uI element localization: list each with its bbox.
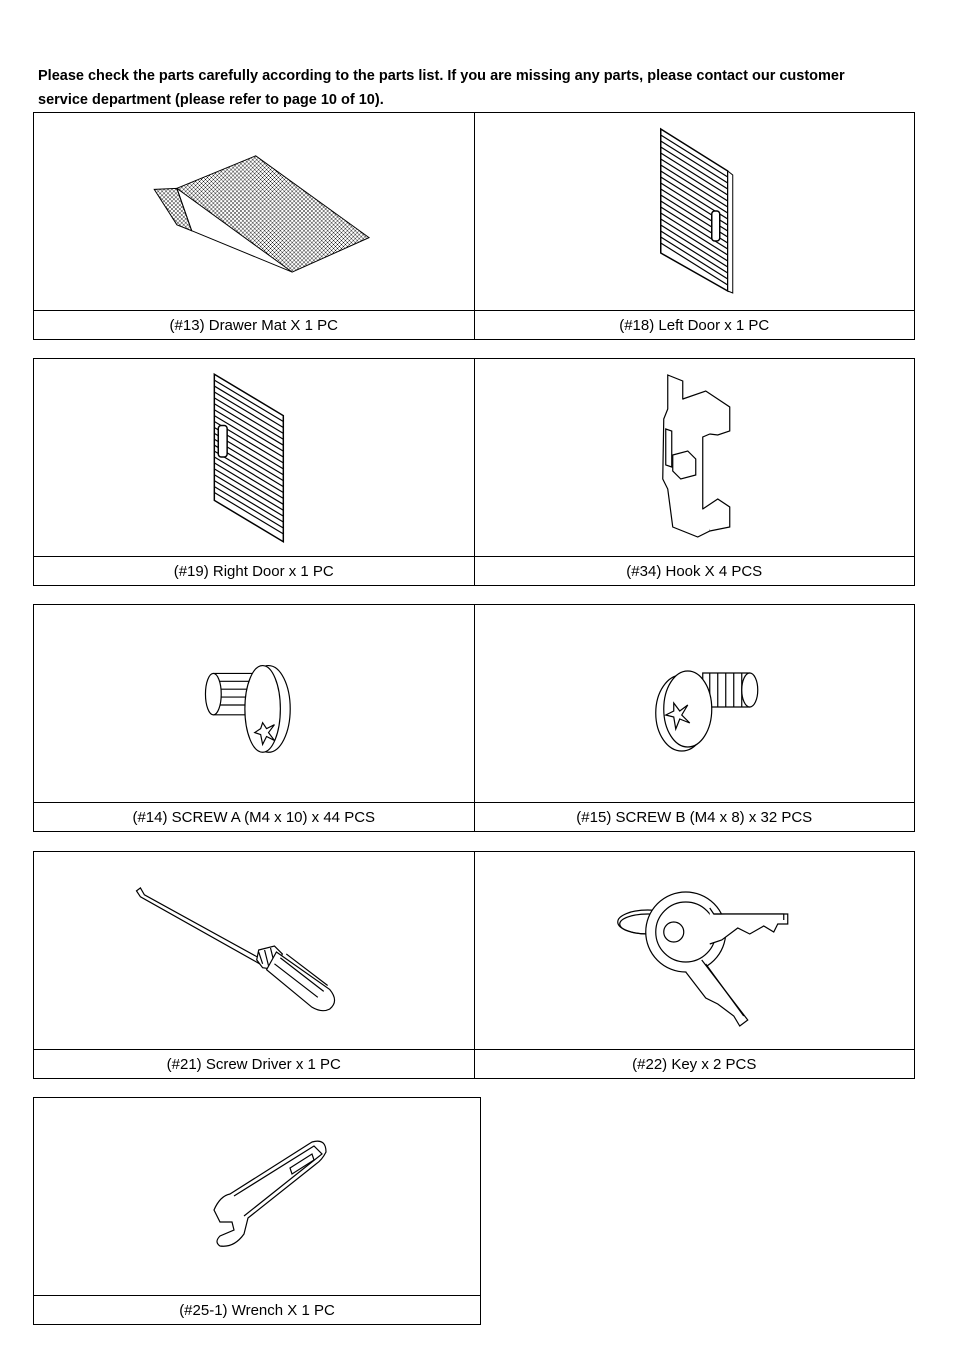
hook-icon (475, 359, 915, 556)
part-image-left-door (474, 113, 915, 310)
key-icon (475, 852, 915, 1049)
screw-b-icon (475, 605, 915, 802)
parts-table-1 (33, 112, 915, 340)
part-caption: (#13) Drawer Mat X 1 PC (169, 316, 338, 334)
parts-table-3 (33, 604, 915, 832)
part-caption: (#15) SCREW B (M4 x 8) x 32 PCS (474, 803, 915, 831)
part-image-key (474, 852, 915, 1049)
part-image-drawer-mat (34, 113, 474, 310)
part-caption: (#14) SCREW A (M4 x 10) x 44 PCS (132, 808, 376, 826)
part-image-screw-a (34, 605, 474, 802)
part-caption: (#21) Screw Driver x 1 PC (166, 1055, 341, 1073)
part-image-screwdriver (34, 852, 474, 1049)
part-image-screw-b (474, 605, 915, 802)
part-image-right-door (34, 359, 474, 556)
parts-table-4 (33, 851, 915, 1079)
part-caption: (#18) Left Door x 1 PC (474, 311, 915, 339)
intro-text: Please check the parts carefully according to the parts list. If you are missing any parts, please contact our customer service department (please refer to page 10 of 10). (38, 68, 845, 108)
wrench-icon (34, 1098, 480, 1295)
part-caption: (#19) Right Door x 1 PC (173, 562, 334, 580)
parts-table-5 (33, 1097, 481, 1325)
part-caption: (#25-1) Wrench X 1 PC (179, 1301, 335, 1319)
part-image-hook (474, 359, 915, 556)
right-door-icon (34, 359, 474, 556)
part-caption: (#22) Key x 2 PCS (474, 1050, 915, 1078)
parts-table-2 (33, 358, 915, 586)
part-image-wrench (34, 1098, 480, 1295)
screw-a-icon (34, 605, 474, 802)
drawer-mat-icon (34, 113, 474, 310)
screwdriver-icon (34, 852, 474, 1049)
left-door-icon (475, 113, 915, 310)
part-caption: (#34) Hook X 4 PCS (474, 557, 915, 585)
